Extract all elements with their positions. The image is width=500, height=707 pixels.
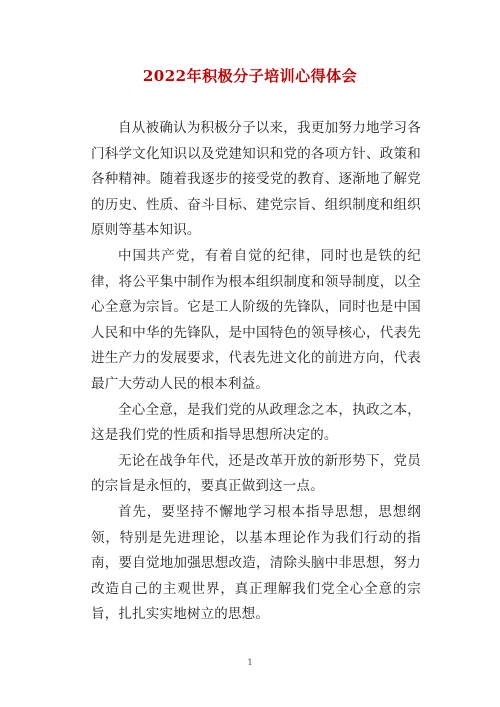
- document-body: [91, 116, 421, 628]
- page-number: 1: [247, 658, 253, 667]
- paragraph-5: 首先，要坚持不懈地学习根本指导思想，思想纲领，特别是先进理论，以基本理论作为我们行动的指南，要自觉地加强思想改造，清除头脑中非思想，努力改造自己的主观世界，真正理解我们党全心全意的宗旨，扎扎实实地树立的思想。: [91, 503, 421, 623]
- paragraph-2: 中国共产党，有着自觉的纪律，同时也是铁的纪律，将公平集中制作为根本组织制度和领导制度，以全心全意为宗旨。它是工人阶级的先锋队，同时也是中国人民和中华的先锋队，是中国特色的领导核心，代表先进生产力的发展要求，代表先进文化的前进方向，代表最广大劳动人民的根本利益。: [91, 247, 421, 392]
- paragraph-4: 无论在战争年代，还是改革开放的新形势下，党员的宗旨是永恒的，要真正做到这一点。: [91, 452, 421, 495]
- paragraph-1: 自从被确认为积极分子以来，我更加努力地学习各门科学文化知识以及党建知识和党的各项方针、政策和各种精神。随着我逐步的接受党的教育、逐渐地了解党的历史、性质、奋斗目标、建党宗旨、组织制度和组织原则等基本知识。: [91, 120, 421, 239]
- document-title: 2022年积极分子培训心得体会: [142, 67, 358, 85]
- paragraph-3: 全心全意，是我们党的从政理念之本，执政之本，这是我们党的性质和指导思想所决定的。: [91, 401, 421, 444]
